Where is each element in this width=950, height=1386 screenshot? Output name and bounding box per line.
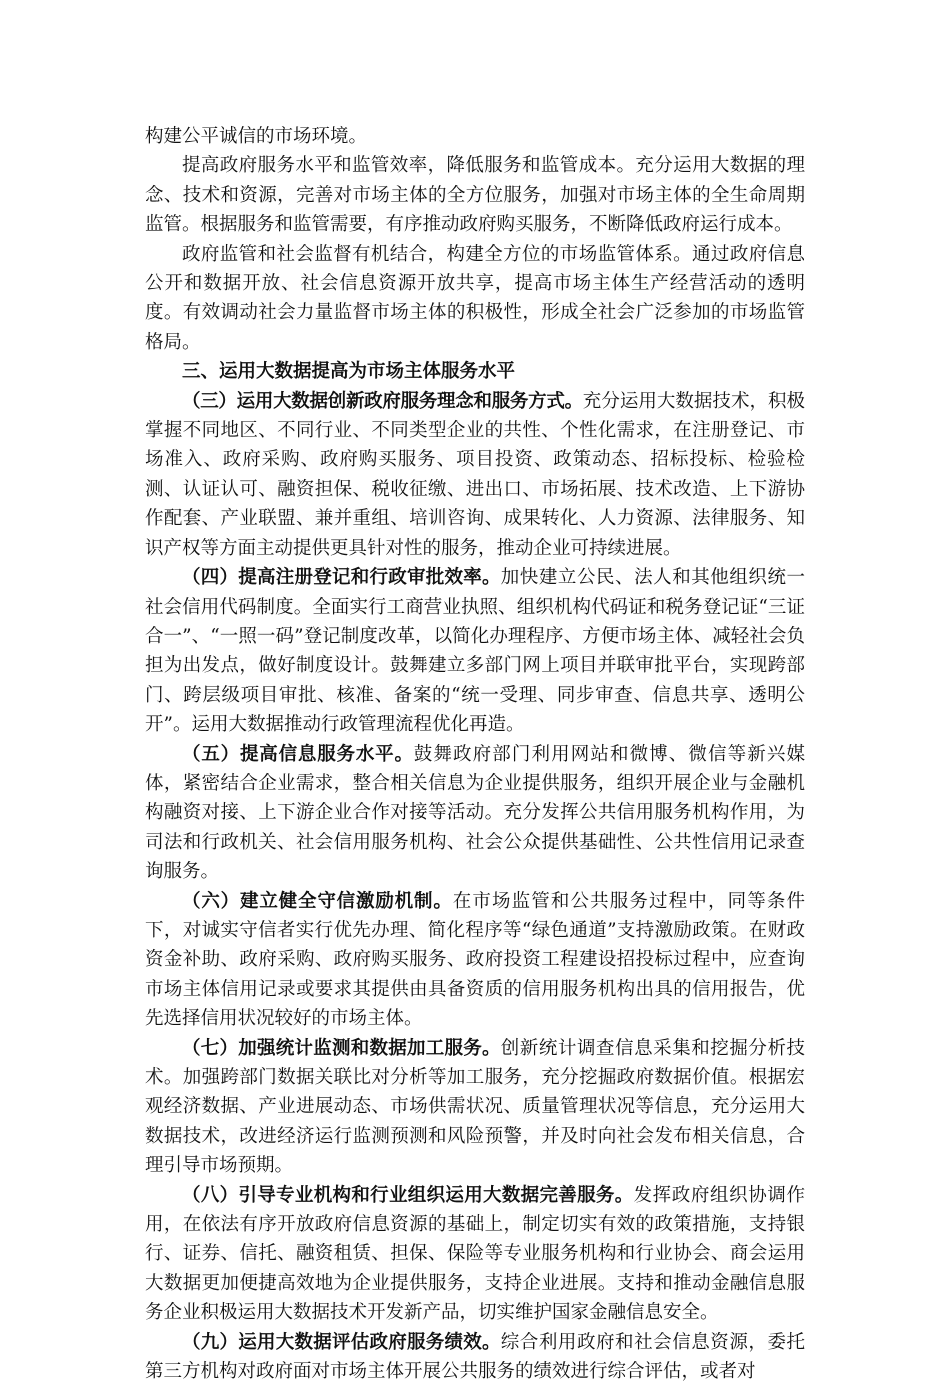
paragraph-continued: 构建公平诚信的市场环境。 xyxy=(145,126,368,147)
item-4-body: 加快建立公民、法人和其他组织统一社会信用代码制度。全面实行工商营业执照、组织机构代码证和税务登记证“三证合一”、“一照一码”登记制度改革，以简化办理程序、方便市场主体、减轻社会负担为出发点，做好制度设计。鼓舞建立多部门网上项目并联审批平台，实现跨部门、跨层级项目审批、核准、备案的“统一受理、同步审查、信息共享、透明公开”。运用大数据推动行政管理流程优化再造。 xyxy=(145,567,805,736)
item-8 xyxy=(145,1181,805,1328)
item-5-body: 鼓舞政府部门利用网站和微博、微信等新兴媒体，紧密结合企业需求，整合相关信息为企业提供服务，组织开展企业与金融机构融资对接、上下游企业合作对接等活动。充分发挥公共信用服务机构作用，为司法和行政机关、社会信用服务机构、社会公众提供基础性、公共性信用记录查询服务。 xyxy=(145,743,805,883)
section-heading-3: 三、运用大数据提高为市场主体服务水平 xyxy=(182,361,516,383)
item-7-lead: （七）加强统计监测和数据加工服务。 xyxy=(182,1037,501,1059)
item-6 xyxy=(145,887,805,1034)
item-8-lead: （八）引导专业机构和行业组织运用大数据完善服务。 xyxy=(182,1184,634,1206)
item-9 xyxy=(145,1328,805,1386)
item-4 xyxy=(145,563,805,739)
item-7-body: 创新统计调查信息采集和挖掘分析技术。加强跨部门数据关联比对分析等加工服务，充分挖掘政府数据价值。根据宏观经济数据、产业进展动态、市场供需状况、质量管理状况等信息，充分运用大数据技术，改进经济运行监测预测和风险预警，并及时向社会发布相关信息，合理引导市场预期。 xyxy=(145,1037,805,1177)
item-4-lead: （四）提高注册登记和行政审批效率。 xyxy=(182,567,501,589)
item-9-body: 综合利用政府和社会信息资源，委托第三方机构对政府面对市场主体开展公共服务的绩效进行综合评估，或者对 xyxy=(145,1331,805,1383)
item-6-body: 在市场监管和公共服务过程中，同等条件下，对诚实守信者实行优先办理、简化程序等“绿色通道”支持激励政策。在财政资金补助、政府采购、政府购买服务、政府投资工程建设招投标过程中，应查询市场主体信用记录或要求其提供由具备资质的信用服务机构出具的信用报告，优先选择信用状况较好的市场主体。 xyxy=(145,890,805,1030)
item-5-lead: （五）提高信息服务水平。 xyxy=(182,743,414,765)
document-page xyxy=(145,122,805,1386)
item-6-lead: （六）建立健全守信激励机制。 xyxy=(182,890,453,912)
item-9-lead: （九）运用大数据评估政府服务绩效。 xyxy=(182,1331,501,1353)
paragraph-supervision-system: 政府监管和社会监督有机结合，构建全方位的市场监管体系。通过政府信息公开和数据开放、社会信息资源开放共享，提高市场主体生产经营活动的透明度。有效调动社会力量监督市场主体的积极性，形成全社会广泛参加的市场监管格局。 xyxy=(145,243,805,353)
item-3-lead: （三）运用大数据创新政府服务理念和服务方式。 xyxy=(182,390,583,412)
item-3 xyxy=(145,387,805,563)
item-3-body: 充分运用大数据技术，积极掌握不同地区、不同行业、不同类型企业的共性、个性化需求，在注册登记、市场准入、政府采购、政府购买服务、项目投资、政策动态、招标投标、检验检测、认证认可、融资担保、税收征缴、进出口、市场拓展、技术改造、上下游协作配套、产业联盟、兼并重组、培训咨询、成果转化、人力资源、法律服务、知识产权等方面主动提供更具针对性的服务，推动企业可持续进展。 xyxy=(145,390,805,559)
paragraph-service-efficiency: 提高政府服务水平和监管效率，降低服务和监管成本。充分运用大数据的理念、技术和资源，完善对市场主体的全方位服务，加强对市场主体的全生命周期监管。根据服务和监管需要，有序推动政府购买服务，不断降低政府运行成本。 xyxy=(145,155,805,236)
item-8-body: 发挥政府组织协调作用，在依法有序开放政府信息资源的基础上，制定切实有效的政策措施，支持银行、证券、信托、融资租赁、担保、保险等专业服务机构和行业协会、商会运用大数据更加便捷高效地为企业提供服务，支持企业进展。支持和推动金融信息服务企业积极运用大数据技术开发新产品，切实维护国家金融信息安全。 xyxy=(145,1184,805,1324)
item-7 xyxy=(145,1034,805,1181)
item-5 xyxy=(145,740,805,887)
